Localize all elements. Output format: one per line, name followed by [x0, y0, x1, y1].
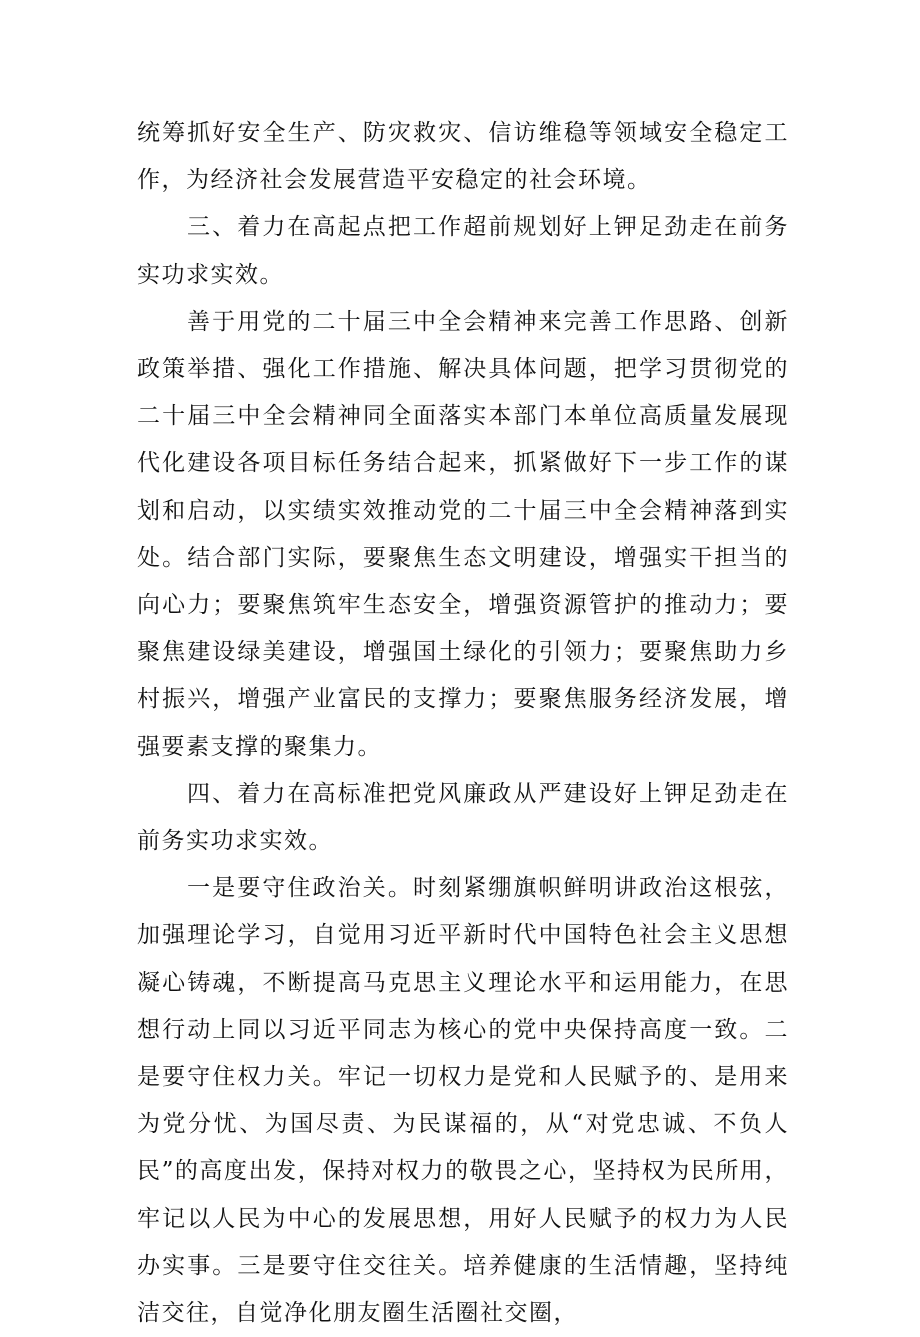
section-heading-three: 三、着力在高起点把工作超前规划好上钾足劲走在前务实功求实效。: [137, 214, 789, 288]
paragraph-continuation: 统筹抓好安全生产、防灾救灾、信访维稳等领域安全稳定工作，为经济社会发展营造平安稳定的社会环境。: [137, 120, 789, 194]
paragraph-section-three-body: 善于用党的二十届三中全会精神来完善工作思路、创新政策举措、强化工作措施、解决具体问题，把学习贯彻党的二十届三中全会精神同全面落实本部门本单位高质量发展现代化建设各项目标任务结合起来，抓紧做好下一步工作的谋划和启动，以实绩实效推动党的二十届三中全会精神落到实处。结合部门实际，要聚焦生态文明建设，增强实干担当的向心力；要聚焦筑牢生态安全，增强资源管护的推动力；要聚焦建设绿美建设，增强国土绿化的引领力；要聚焦助力乡村振兴，增强产业富民的支撑力；要聚焦服务经济发展，增强要素支撑的聚集力。: [137, 308, 789, 760]
document-body: [137, 110, 789, 1337]
section-heading-four: 四、着力在高标准把党风廉政从严建设好上钾足劲走在前务实功求实效。: [137, 780, 789, 855]
paragraph-section-four-body: 一是要守住政治关。时刻紧绷旗帜鲜明讲政治这根弦，加强理论学习，自觉用习近平新时代中国特色社会主义思想凝心铸魂，不断提高马克思主义理论水平和运用能力，在思想行动上同以习近平同志为核心的党中央保持高度一致。二是要守住权力关。牢记一切权力是党和人民赋予的、是用来为党分忧、为国尽责、为民谋福的，从“对党忠诚、不负人民”的高度出发，保持对权力的敬畏之心，坚持权为民所用，牢记以人民为中心的发展思想，用好人民赋予的权力为人民办实事。三是要守住交往关。培养健康的生活情趣，坚持纯洁交往，自觉净化朋友圈生活圈社交圈，: [137, 875, 789, 1327]
